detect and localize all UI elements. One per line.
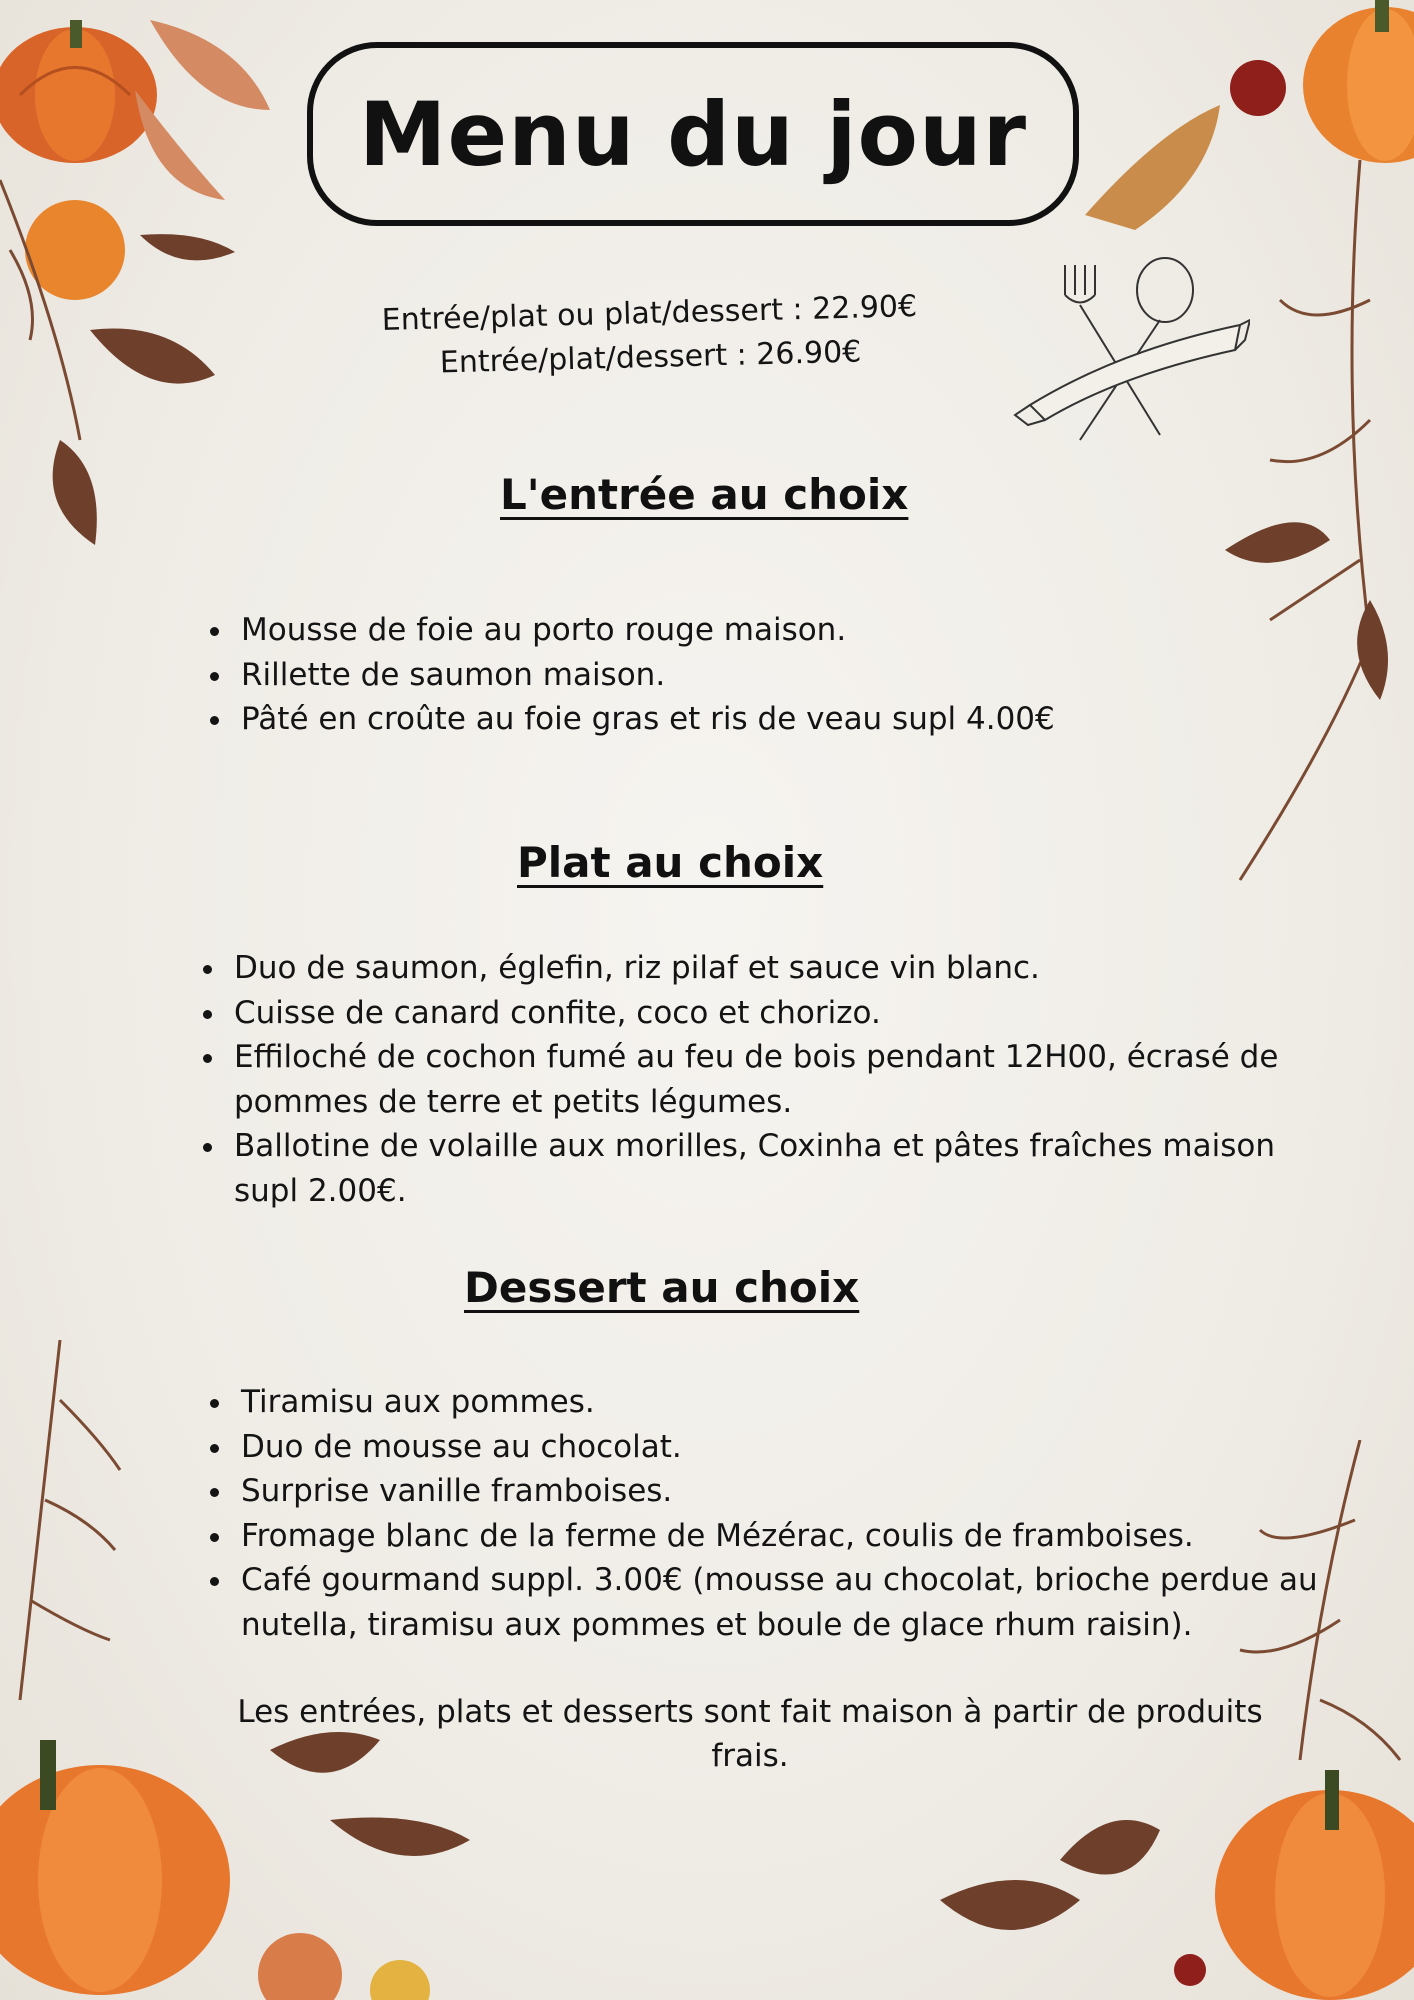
croissant-icon	[1085, 105, 1220, 230]
price-line: Entrée/plat/dessert : 26.90€	[439, 334, 862, 381]
list-item: • Ballotine de volaille aux morilles, Coxinha et pâtes fraîches maison supl 2.00€.	[228, 1124, 1338, 1213]
branch-icon	[1240, 160, 1370, 880]
list-item: • Tiramisu aux pommes.	[235, 1380, 1345, 1425]
section-title-plat: Plat au choix	[517, 838, 824, 887]
list-item: • Duo de mousse au chocolat.	[235, 1425, 1345, 1470]
autumn-leaf-icon	[940, 1820, 1160, 1930]
pumpkin-icon	[1215, 1770, 1414, 2000]
branch-icon	[20, 1340, 120, 1700]
list-item: • Fromage blanc de la ferme de Mézérac, coulis de framboises.	[235, 1514, 1345, 1559]
list-item: • Cuisse de canard confite, coco et chorizo.	[228, 991, 1338, 1036]
red-berry-icon	[1174, 1954, 1206, 1986]
list-item: • Surprise vanille framboises.	[235, 1469, 1345, 1514]
list-item: • Pâté en croûte au foie gras et ris de veau supl 4.00€	[235, 697, 1235, 742]
dessert-list	[193, 1380, 1345, 1647]
list-item: • Rillette de saumon maison.	[235, 653, 1235, 698]
list-item: • Duo de saumon, églefin, riz pilaf et sauce vin blanc.	[228, 946, 1338, 991]
cutlery-banner-icon	[1010, 255, 1250, 455]
pumpkin-icon	[0, 20, 157, 163]
price-block	[299, 283, 1001, 389]
list-item: • Effiloché de cochon fumé au feu de bois pendant 12H00, écrasé de pommes de terre et petits légumes.	[228, 1035, 1338, 1124]
pumpkin-icon	[0, 1740, 230, 1995]
section-title-dessert: Dessert au choix	[464, 1263, 860, 1312]
section-title-entree: L'entrée au choix	[500, 470, 909, 519]
title-frame	[307, 42, 1079, 226]
red-berry-icon	[1230, 60, 1286, 116]
yellow-fruit-icon	[370, 1960, 430, 2000]
homemade-note: Les entrées, plats et desserts sont fait maison à partir de produits frais.	[237, 1694, 1263, 1774]
pumpkin-icon	[1303, 0, 1414, 163]
apple-icon	[258, 1933, 342, 2000]
list-item: • Mousse de foie au porto rouge maison.	[235, 608, 1235, 653]
list-item: • Café gourmand suppl. 3.00€ (mousse au chocolat, brioche perdue au nutella, tiramisu aux pommes et boule de glace rhum raisin).	[235, 1558, 1345, 1647]
price-line: Entrée/plat ou plat/dessert : 22.90€	[381, 289, 918, 339]
entree-list	[193, 608, 1235, 742]
top-left-autumn-decoration	[0, 0, 300, 560]
autumn-leaf-icon	[135, 20, 270, 200]
menu-title: Menu du jour	[358, 82, 1028, 186]
plat-list	[186, 946, 1338, 1213]
autumn-leaf-icon	[1225, 522, 1388, 700]
